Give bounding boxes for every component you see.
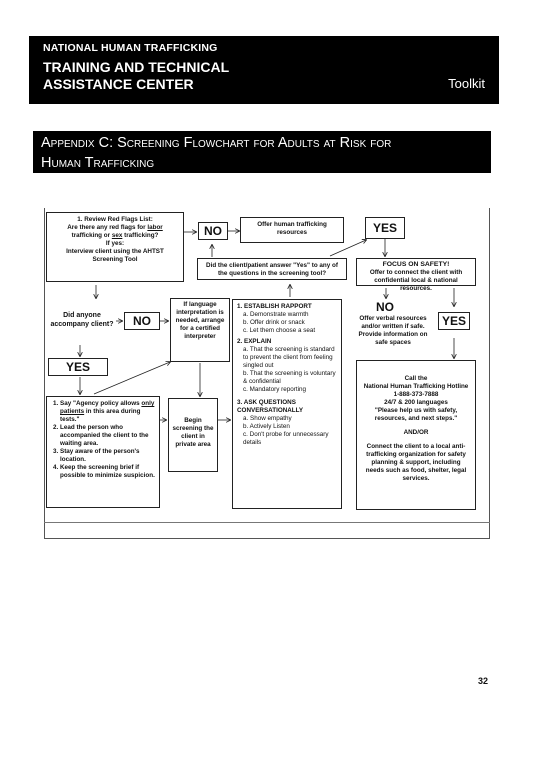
review-line2: Are there any red flags for [67,224,148,231]
review-line6: Screening Tool [92,256,138,263]
accompanied-step-4: 4. Keep the screening brief if possible to minimize suspicion. [60,464,156,480]
step-explain: 2. EXPLAIN [237,338,272,345]
focus-body: Offer to connect the client with confidential local & national resources. [369,269,463,292]
no-decision-left: NO [124,312,160,330]
labor-term: labor [147,224,163,231]
only-patients-term: only patients [60,400,155,415]
focus-title: FOCUS ON SAFETY! [382,261,450,268]
begin-screening-box: Begin screening the client in private area [168,398,218,472]
review-line5: Interview client using the AHTST [66,248,164,255]
accompany-question: Did anyone accompany client? [50,312,114,328]
step-2a: a. That the screening is standard to prevent the client from feeling singled out [243,346,335,369]
appendix-title-line1: Appendix C: Screening Flowchart for Adults at Risk for [41,135,392,151]
hotline-andor: AND/OR [403,429,429,436]
policy-quote: Say "Agency policy allows [60,400,142,407]
hotline-hours: 24/7 & 200 languages [384,399,448,406]
yes-decision-left: YES [48,358,108,376]
review-line3-end: trafficking? [122,232,159,239]
focus-on-safety-box [356,258,476,292]
step-ask-questions: 3. ASK QUESTIONS CONVERSATIONALLY [237,399,304,414]
accompanied-step-1 [60,400,156,424]
appendix-title-line2: Human Trafficking [41,155,155,171]
hotline-box [356,360,476,510]
center-title-line2: ASSISTANCE CENTER [43,76,194,92]
yes-decision-top: YES [365,217,405,239]
step-establish-rapport: 1. ESTABLISH RAPPORT [237,303,312,310]
step-2b: b. That the screening is voluntary & confidential [243,370,336,385]
verbal-resources-text: Offer verbal resources and/or written if safe. Provide information on safe spaces [358,315,428,346]
step-3b: b. Actively Listen [243,423,290,430]
review-line3: trafficking or [71,232,112,239]
hotline-script: "Please help us with safety, resources, and next steps." [374,407,458,422]
accompanied-steps-list [50,400,156,480]
yes-decision-right: YES [438,312,470,330]
hotline-number: 1-888-373-7888 [393,391,439,398]
screening-steps-box [232,299,342,509]
no-decision-right: NO [376,300,394,314]
accompanied-step-2: 2. Lead the person who accompanied the client to the waiting area. [60,424,156,448]
step-1b: b. Offer drink or snack [243,319,305,326]
step-3c: c. Don't probe for unnecessary details [243,431,329,446]
footer-rule [44,522,490,523]
toolkit-label: Toolkit [448,76,485,91]
header-banner [29,36,499,104]
step-2c: c. Mandatory reporting [243,386,306,393]
step-3a: a. Show empathy [243,415,292,422]
screening-question-box: Did the client/patient answer "Yes" to any of the questions in the screening tool? [197,258,347,280]
hotline-call: Call the [404,375,428,382]
policy-quote-end: in this area during tests." [60,408,141,423]
accompanied-steps-box [46,396,160,508]
center-title-line1: TRAINING AND TECHNICAL [43,59,230,75]
interpreter-box: If language interpretation is needed, arrange for a certified interpreter [170,298,230,362]
offer-resources-box: Offer human trafficking resources [240,217,344,243]
sex-term: sex [111,232,123,239]
accompanied-step-3: 3. Stay aware of the person's location. [60,448,156,464]
hotline-name: National Human Trafficking Hotline [363,383,469,390]
appendix-title [33,131,491,173]
org-name: NATIONAL HUMAN TRAFFICKING [43,42,218,54]
step-1c: c. Let them choose a seat [243,327,316,334]
review-red-flags-box [46,212,184,282]
review-line4: If yes: [105,240,125,247]
hotline-local: Connect the client to a local anti-trafficking organization for safety planning & support, including needs such as food, shelter, legal services. [365,443,467,482]
page-number: 32 [477,676,488,686]
step-1a: a. Demonstrate warmth [243,311,309,318]
no-decision-top: NO [198,222,228,240]
review-line1: 1. Review Red Flags List: [77,216,153,223]
